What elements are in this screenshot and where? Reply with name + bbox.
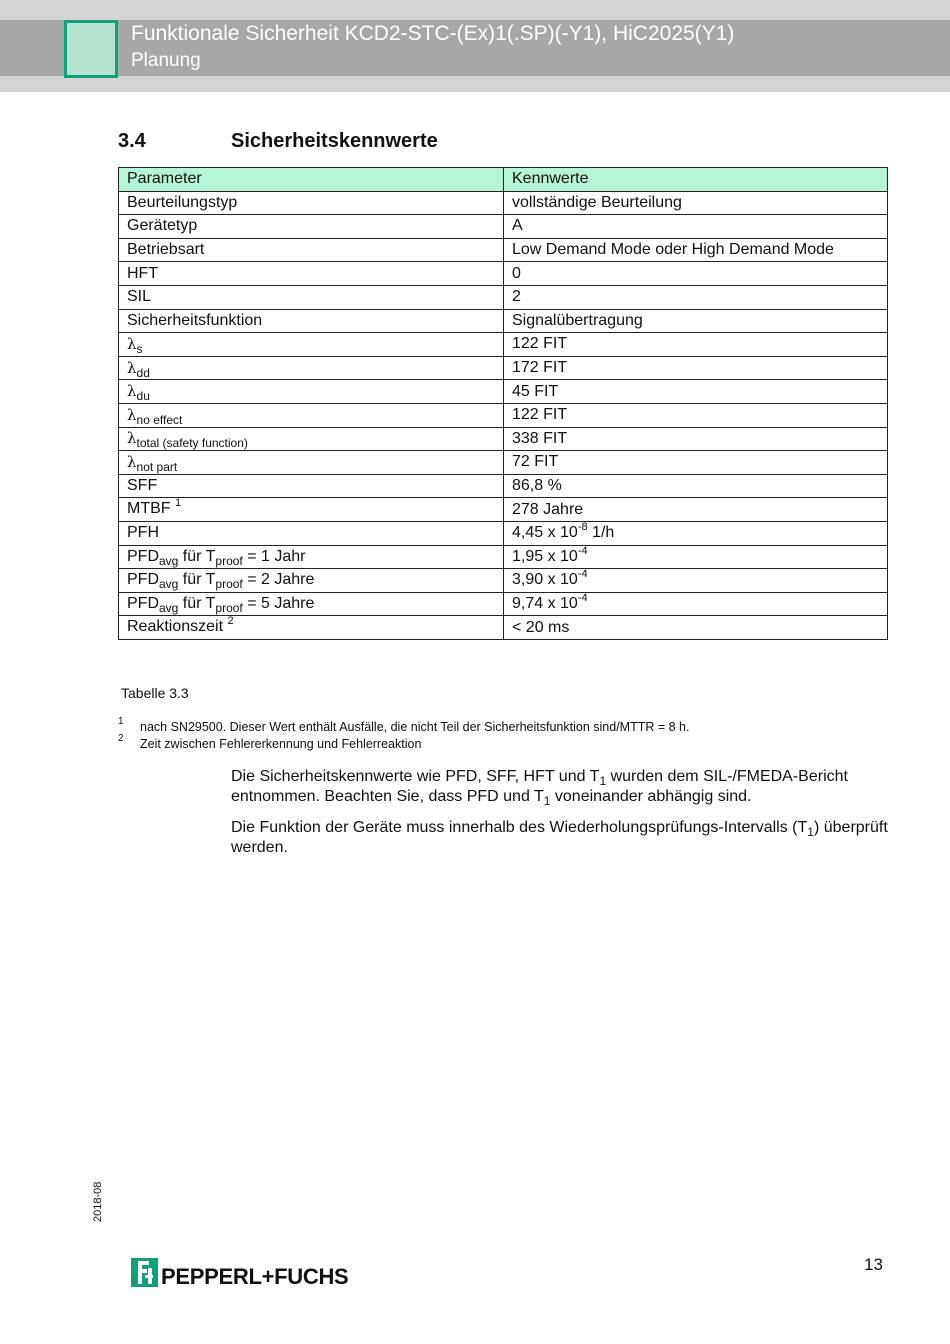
param-cell: Sicherheitsfunktion	[119, 309, 504, 333]
value-exponent: -4	[577, 544, 588, 557]
para-subscript: 1	[807, 825, 814, 839]
t-subscript: proof	[215, 577, 243, 592]
value-cell: 72 FIT	[504, 451, 888, 475]
value-cell: Signalübertragung	[504, 309, 888, 333]
para-subscript: 1	[599, 774, 607, 788]
para-text: voneinander abhängig sind.	[550, 788, 752, 805]
for-t-label: für T	[178, 547, 216, 565]
interval-label: = 5 Jahre	[242, 594, 315, 612]
param-cell	[119, 451, 504, 475]
value-cell: vollständige Beurteilung	[504, 191, 888, 215]
value-mantissa: 3,90 x 10	[512, 571, 578, 589]
param-cell	[119, 592, 504, 616]
value-cell: 0	[504, 262, 888, 286]
footnote-text: Zeit zwischen Fehlererkennung und Fehlerreaktion	[140, 737, 422, 751]
lambda-symbol: λ	[127, 358, 137, 377]
para-text: Die Sicherheitskennwerte wie PFD, SFF, HFT und T	[231, 768, 600, 785]
param-cell: Gerätetyp	[119, 215, 504, 239]
param-cell	[119, 569, 504, 593]
pfd-subscript: avg	[159, 553, 179, 568]
value-exponent: -8	[577, 521, 588, 534]
lambda-subscript: du	[136, 389, 150, 404]
table-row	[119, 498, 888, 522]
table-row	[119, 427, 888, 451]
pfd-label: PFD	[127, 594, 159, 612]
value-mantissa: 9,74 x 10	[512, 594, 578, 612]
param-cell	[119, 333, 504, 357]
column-header-values: Kennwerte	[504, 168, 888, 192]
footnote-mark: 1	[118, 716, 124, 727]
table-row	[119, 262, 888, 286]
lambda-subscript: s	[136, 341, 143, 356]
lambda-subscript: dd	[136, 365, 150, 380]
table-row	[119, 403, 888, 427]
table-header-row	[119, 168, 888, 192]
table-row	[119, 592, 888, 616]
table-row	[119, 285, 888, 309]
body-paragraph	[231, 818, 891, 858]
value-cell: 278 Jahre	[504, 498, 888, 522]
table-row	[119, 451, 888, 475]
lambda-symbol: λ	[127, 429, 137, 448]
value-cell: 45 FIT	[504, 380, 888, 404]
t-subscript: proof	[215, 600, 243, 615]
page-number: 13	[864, 1255, 883, 1274]
value-cell: 338 FIT	[504, 427, 888, 451]
for-t-label: für T	[178, 594, 216, 612]
value-mantissa: 4,45 x 10	[512, 524, 578, 542]
value-cell	[504, 592, 888, 616]
interval-label: = 1 Jahr	[242, 547, 306, 565]
pfd-subscript: avg	[159, 600, 179, 615]
section-title: Sicherheitskennwerte	[231, 130, 438, 152]
table-row	[119, 356, 888, 380]
param-cell: HFT	[119, 262, 504, 286]
lambda-symbol: λ	[127, 405, 137, 424]
column-header-parameter: Parameter	[119, 168, 504, 192]
table-row	[119, 215, 888, 239]
value-cell: 172 FIT	[504, 356, 888, 380]
pfd-subscript: avg	[159, 577, 179, 592]
pfd-label: PFD	[127, 571, 159, 589]
table-row	[119, 309, 888, 333]
value-cell: Low Demand Mode oder High Demand Mode	[504, 238, 888, 262]
value-cell: A	[504, 215, 888, 239]
lambda-symbol: λ	[127, 452, 137, 471]
value-cell: 122 FIT	[504, 333, 888, 357]
value-cell	[504, 569, 888, 593]
param-cell	[119, 427, 504, 451]
table-row	[119, 333, 888, 357]
pfd-label: PFD	[127, 547, 159, 565]
value-unit: 1/h	[587, 524, 615, 542]
value-exponent: -4	[577, 568, 588, 581]
for-t-label: für T	[178, 571, 216, 589]
footnote-ref: 2	[227, 615, 234, 628]
safety-values-table	[118, 167, 888, 640]
param-cell	[119, 380, 504, 404]
param-label: Reaktionszeit	[127, 618, 224, 636]
param-cell	[119, 403, 504, 427]
param-cell	[119, 616, 504, 640]
param-cell	[119, 545, 504, 569]
section-number: 3.4	[118, 130, 146, 152]
param-cell	[119, 498, 504, 522]
footnote-ref: 1	[175, 497, 182, 510]
param-cell: Betriebsart	[119, 238, 504, 262]
lambda-subscript: not part	[136, 459, 178, 474]
value-cell: 122 FIT	[504, 403, 888, 427]
footnote-mark: 2	[118, 733, 124, 744]
value-cell: 86,8 %	[504, 474, 888, 498]
param-cell: SIL	[119, 285, 504, 309]
param-cell: SFF	[119, 474, 504, 498]
interval-label: = 2 Jahre	[242, 571, 315, 589]
lambda-subscript: total (safety function)	[136, 436, 248, 451]
t-subscript: proof	[215, 553, 243, 568]
table-row	[119, 238, 888, 262]
param-cell	[119, 356, 504, 380]
body-paragraph	[231, 767, 891, 807]
lambda-symbol: λ	[127, 334, 137, 353]
para-subscript: 1	[543, 794, 551, 808]
value-exponent: -4	[577, 591, 588, 604]
table-caption: Tabelle 3.3	[121, 685, 189, 701]
value-cell: 2	[504, 285, 888, 309]
value-cell	[504, 521, 888, 545]
table-row	[119, 191, 888, 215]
para-text: Die Funktion der Geräte muss innerhalb des Wiederholungsprüfungs-Intervalls (T	[231, 819, 808, 836]
header-logo-square	[64, 20, 118, 78]
table-row	[119, 569, 888, 593]
header-title: Funktionale Sicherheit KCD2-STC-(Ex)1(.SP)(-Y1), HiC2025(Y1)	[131, 22, 735, 45]
table-row	[119, 545, 888, 569]
table-row	[119, 521, 888, 545]
table-row	[119, 616, 888, 640]
pepperl-fuchs-logo-icon	[131, 1258, 158, 1287]
brand-name: PEPPERL+FUCHS	[161, 1264, 349, 1289]
header-subtitle: Planung	[131, 50, 201, 71]
table-row	[119, 380, 888, 404]
param-label: MTBF	[127, 500, 171, 518]
para-text: ) überprüft werden.	[231, 819, 888, 856]
lambda-symbol: λ	[127, 382, 137, 401]
value-cell	[504, 545, 888, 569]
value-cell: < 20 ms	[504, 616, 888, 640]
param-cell: PFH	[119, 521, 504, 545]
para-text: wurden dem SIL-/FMEDA-Bericht entnommen. Beachten Sie, dass PFD und T	[231, 768, 848, 805]
param-cell: Beurteilungstyp	[119, 191, 504, 215]
footnote-text: nach SN29500. Dieser Wert enthält Ausfälle, die nicht Teil der Sicherheitsfunktion sind/MTTR = 8 h.	[140, 720, 690, 734]
document-date: 2018-08	[92, 1181, 104, 1222]
value-mantissa: 1,95 x 10	[512, 547, 578, 565]
lambda-subscript: no effect	[136, 412, 183, 427]
table-row	[119, 474, 888, 498]
